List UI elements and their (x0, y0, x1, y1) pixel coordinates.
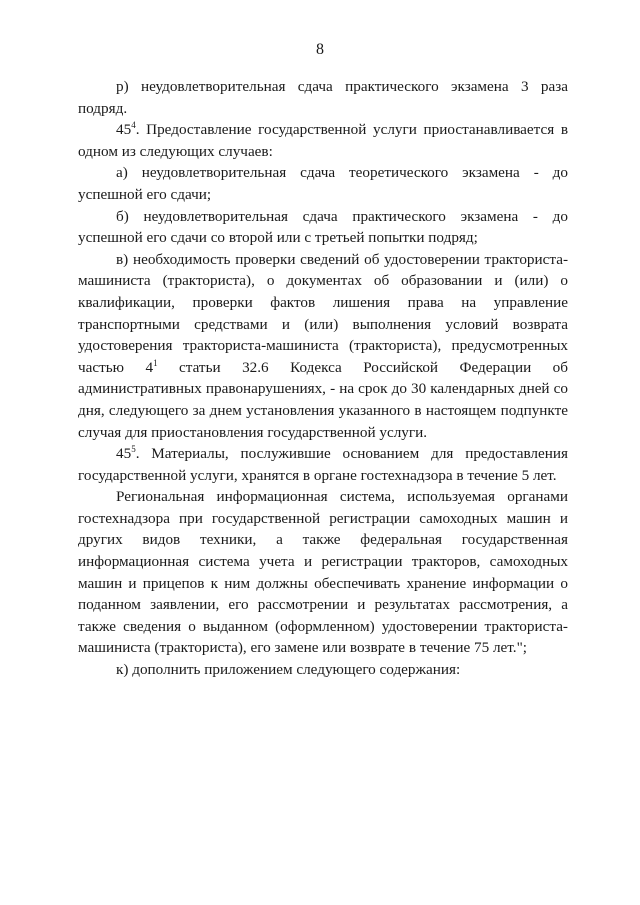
paragraph-text: к) дополнить приложением следующего содержания: (116, 661, 461, 679)
part-superscript: 1 (153, 357, 158, 368)
section-number: 45 (116, 445, 132, 463)
paragraph-text: . Материалы, послужившие основанием для предоставления государственной услуги, хранятся в органе гостехнадзора в течение 5 лет. (78, 445, 568, 484)
paragraph-text: а) неудовлетворительная сдача теоретического экзамена - до успешной его сдачи; (78, 164, 568, 203)
paragraph-text: Региональная информационная система, используемая органами гостехнадзора при государственной регистрации самоходных машин и других видов техники, а также федеральная государственная информационная система учета и регистрации тракторов, самоходных машин и прицепов к ним должны обеспечивать хранение информации о поданном заявлении, его рассмотрении и результатах рассмотрения, а также сведения о выданном (оформленном) удостоверении тракториста-машиниста (тракториста), его замене или возврате в течение 75 лет."; (78, 488, 568, 657)
section-number: 45 (116, 121, 132, 139)
paragraph-item-a (78, 162, 568, 205)
paragraph-text: р) неудовлетворительная сдача практического экзамена 3 раза подряд. (78, 78, 568, 117)
section-superscript: 5 (131, 444, 136, 455)
section-superscript: 4 (131, 120, 136, 131)
paragraph-item-b (78, 206, 568, 249)
paragraph-item-r (78, 76, 568, 119)
paragraph-text: в) необходимость проверки сведений об удостоверении тракториста-машиниста (тракториста), о документах об образовании и (или) о квалификации, проверки фактов лишения права на управление транспортными средствами и (или) выполнения условий возврата удостоверения тракториста-машиниста (тракториста), предусмотренных частью 4 (78, 250, 568, 376)
paragraph-text: б) неудовлетворительная сдача практического экзамена - до успешной его сдачи со второй или с третьей попытки подряд; (78, 207, 568, 247)
paragraph-section-45-4 (78, 119, 568, 162)
paragraph-text-continued: статьи 32.6 Кодекса Российской Федерации об административных правонарушениях, - на срок до 30 календарных дней со дня, следующего за днем установления указанного в настоящем подпункте случая для приостановления государственной услуги. (78, 358, 568, 441)
paragraph-text: . Предоставление государственной услуги приостанавливается в одном из следующих случаев: (78, 121, 568, 160)
paragraph-item-k (78, 659, 568, 681)
page-number: 8 (316, 41, 324, 58)
paragraph-information-system (78, 486, 568, 659)
paragraph-section-45-5 (78, 443, 568, 486)
paragraph-item-v (78, 249, 568, 443)
document-body (78, 76, 568, 681)
